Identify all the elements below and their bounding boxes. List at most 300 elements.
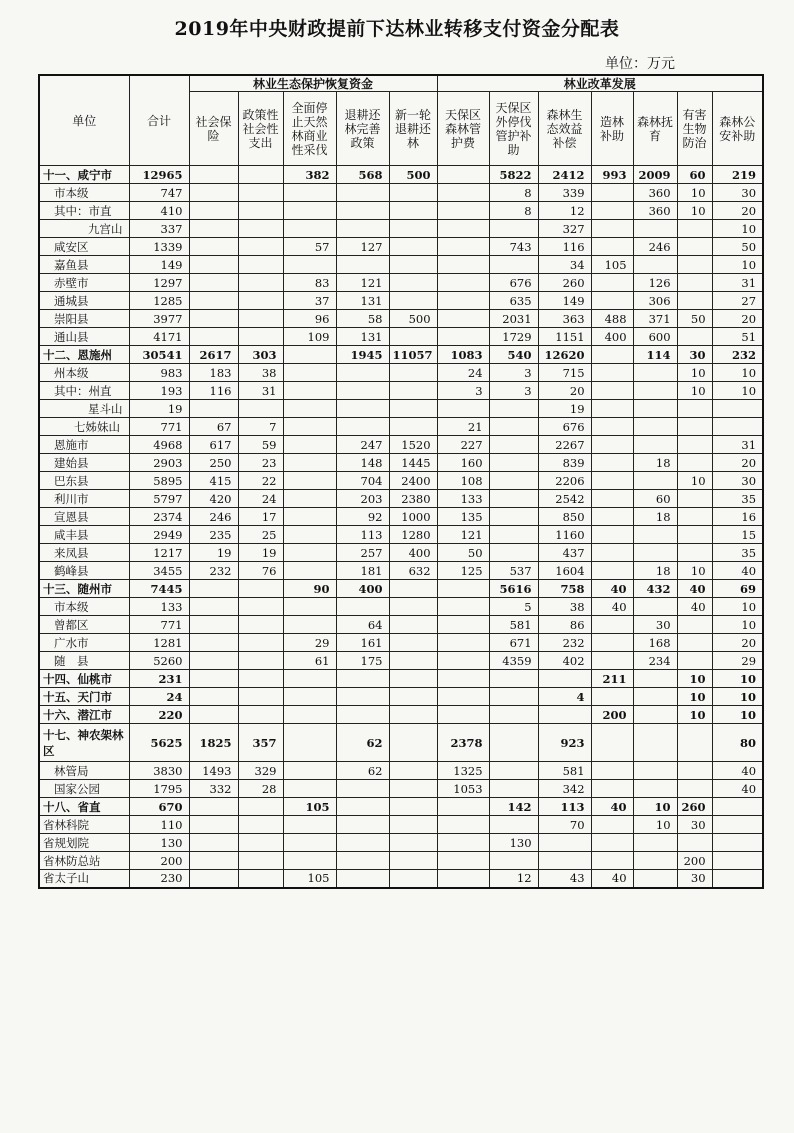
row-total-cell: 133 bbox=[129, 598, 189, 616]
table-cell bbox=[591, 724, 633, 762]
table-cell bbox=[437, 202, 489, 220]
table-cell bbox=[336, 364, 389, 382]
table-cell: 235 bbox=[189, 526, 238, 544]
table-cell: 246 bbox=[189, 508, 238, 526]
row-unit-name: 其中：州直 bbox=[39, 382, 129, 400]
table-cell: 18 bbox=[633, 562, 677, 580]
table-row-region bbox=[39, 706, 763, 724]
table-cell: 130 bbox=[489, 834, 538, 852]
row-unit-name: 十六、潜江市 bbox=[39, 706, 129, 724]
table-row bbox=[39, 454, 763, 472]
table-cell bbox=[437, 670, 489, 688]
table-header bbox=[39, 75, 763, 166]
table-cell: 21 bbox=[437, 418, 489, 436]
table-cell bbox=[489, 436, 538, 454]
row-total-cell: 4171 bbox=[129, 328, 189, 346]
table-cell bbox=[437, 310, 489, 328]
table-row bbox=[39, 220, 763, 238]
row-unit-name: 市本级 bbox=[39, 598, 129, 616]
table-cell: 415 bbox=[189, 472, 238, 490]
row-total-cell: 149 bbox=[129, 256, 189, 274]
table-cell bbox=[633, 780, 677, 798]
row-unit-name: 国家公园 bbox=[39, 780, 129, 798]
table-cell bbox=[238, 328, 283, 346]
table-cell: 5 bbox=[489, 598, 538, 616]
table-cell: 1945 bbox=[336, 346, 389, 364]
table-cell bbox=[238, 670, 283, 688]
table-cell: 1825 bbox=[189, 724, 238, 762]
table-row bbox=[39, 634, 763, 652]
table-cell bbox=[633, 256, 677, 274]
table-cell bbox=[189, 274, 238, 292]
table-cell: 327 bbox=[538, 220, 591, 238]
table-cell bbox=[633, 382, 677, 400]
table-cell: 12 bbox=[489, 870, 538, 888]
table-cell bbox=[238, 256, 283, 274]
table-cell bbox=[538, 706, 591, 724]
table-cell bbox=[389, 724, 437, 762]
table-cell: 114 bbox=[633, 346, 677, 364]
table-cell bbox=[633, 762, 677, 780]
table-cell: 57 bbox=[283, 238, 336, 256]
table-cell bbox=[591, 762, 633, 780]
table-cell bbox=[677, 616, 712, 634]
table-cell: 1604 bbox=[538, 562, 591, 580]
table-cell: 20 bbox=[712, 202, 763, 220]
table-cell bbox=[389, 202, 437, 220]
table-row bbox=[39, 382, 763, 400]
table-cell: 20 bbox=[712, 310, 763, 328]
table-cell bbox=[489, 706, 538, 724]
table-cell bbox=[389, 328, 437, 346]
table-cell bbox=[591, 816, 633, 834]
table-cell bbox=[437, 852, 489, 870]
table-cell bbox=[677, 526, 712, 544]
table-cell: 43 bbox=[538, 870, 591, 888]
table-cell bbox=[189, 166, 238, 184]
row-unit-name: 市本级 bbox=[39, 184, 129, 202]
table-cell bbox=[591, 490, 633, 508]
table-cell: 10 bbox=[677, 670, 712, 688]
row-total-cell: 1217 bbox=[129, 544, 189, 562]
table-cell: 232 bbox=[189, 562, 238, 580]
table-cell: 743 bbox=[489, 238, 538, 256]
table-cell bbox=[336, 418, 389, 436]
table-cell: 113 bbox=[538, 798, 591, 816]
row-total-cell: 410 bbox=[129, 202, 189, 220]
table-row bbox=[39, 762, 763, 780]
table-cell bbox=[489, 220, 538, 238]
table-cell: 342 bbox=[538, 780, 591, 798]
table-cell: 332 bbox=[189, 780, 238, 798]
table-cell: 8 bbox=[489, 184, 538, 202]
table-cell bbox=[389, 688, 437, 706]
table-cell: 131 bbox=[336, 292, 389, 310]
table-cell bbox=[238, 202, 283, 220]
table-cell: 90 bbox=[283, 580, 336, 598]
table-cell bbox=[591, 454, 633, 472]
table-cell bbox=[389, 580, 437, 598]
table-cell bbox=[389, 184, 437, 202]
table-cell bbox=[437, 400, 489, 418]
table-cell: 29 bbox=[712, 652, 763, 670]
table-cell bbox=[189, 310, 238, 328]
row-unit-name: 鹤峰县 bbox=[39, 562, 129, 580]
table-row bbox=[39, 508, 763, 526]
table-cell: 40 bbox=[712, 780, 763, 798]
table-cell bbox=[591, 364, 633, 382]
table-cell: 632 bbox=[389, 562, 437, 580]
table-row-region bbox=[39, 724, 763, 762]
col-header-social-insurance: 社会保险 bbox=[189, 92, 238, 166]
table-cell bbox=[283, 418, 336, 436]
row-unit-name: 嘉鱼县 bbox=[39, 256, 129, 274]
table-cell bbox=[591, 652, 633, 670]
table-cell: 108 bbox=[437, 472, 489, 490]
table-cell bbox=[238, 652, 283, 670]
row-unit-name: 省规划院 bbox=[39, 834, 129, 852]
table-cell: 86 bbox=[538, 616, 591, 634]
row-total-cell: 24 bbox=[129, 688, 189, 706]
table-cell: 181 bbox=[336, 562, 389, 580]
row-total-cell: 3830 bbox=[129, 762, 189, 780]
table-cell bbox=[189, 852, 238, 870]
table-cell bbox=[489, 472, 538, 490]
table-cell bbox=[437, 292, 489, 310]
table-cell: 24 bbox=[238, 490, 283, 508]
table-cell bbox=[283, 706, 336, 724]
table-cell bbox=[591, 400, 633, 418]
table-cell bbox=[336, 852, 389, 870]
table-cell bbox=[677, 418, 712, 436]
table-cell: 40 bbox=[677, 598, 712, 616]
table-cell: 121 bbox=[437, 526, 489, 544]
table-cell: 30 bbox=[677, 816, 712, 834]
table-cell bbox=[336, 220, 389, 238]
table-cell bbox=[712, 418, 763, 436]
table-row bbox=[39, 400, 763, 418]
table-cell bbox=[336, 706, 389, 724]
table-cell bbox=[389, 238, 437, 256]
table-cell bbox=[238, 598, 283, 616]
table-cell bbox=[677, 274, 712, 292]
table-cell bbox=[283, 780, 336, 798]
table-cell bbox=[283, 834, 336, 852]
table-cell bbox=[283, 220, 336, 238]
table-cell: 105 bbox=[283, 798, 336, 816]
table-cell: 1445 bbox=[389, 454, 437, 472]
table-cell: 4359 bbox=[489, 652, 538, 670]
row-total-cell: 5625 bbox=[129, 724, 189, 762]
table-cell bbox=[389, 706, 437, 724]
table-cell bbox=[437, 274, 489, 292]
table-cell bbox=[389, 798, 437, 816]
table-cell bbox=[437, 238, 489, 256]
table-cell bbox=[283, 562, 336, 580]
table-cell: 1520 bbox=[389, 436, 437, 454]
table-cell bbox=[489, 852, 538, 870]
table-cell bbox=[283, 490, 336, 508]
table-cell: 2542 bbox=[538, 490, 591, 508]
row-total-cell: 1339 bbox=[129, 238, 189, 256]
table-cell: 50 bbox=[677, 310, 712, 328]
table-cell bbox=[389, 634, 437, 652]
table-cell bbox=[389, 780, 437, 798]
table-cell: 247 bbox=[336, 436, 389, 454]
table-cell: 64 bbox=[336, 616, 389, 634]
table-cell bbox=[389, 652, 437, 670]
table-cell: 69 bbox=[712, 580, 763, 598]
table-cell: 18 bbox=[633, 508, 677, 526]
table-cell bbox=[633, 870, 677, 888]
table-cell: 125 bbox=[437, 562, 489, 580]
table-cell bbox=[336, 184, 389, 202]
table-cell: 993 bbox=[591, 166, 633, 184]
table-cell bbox=[677, 220, 712, 238]
table-cell bbox=[389, 834, 437, 852]
row-unit-name: 十五、天门市 bbox=[39, 688, 129, 706]
table-cell bbox=[677, 400, 712, 418]
table-cell: 22 bbox=[238, 472, 283, 490]
table-cell: 2412 bbox=[538, 166, 591, 184]
table-row bbox=[39, 292, 763, 310]
row-total-cell: 110 bbox=[129, 816, 189, 834]
table-cell bbox=[389, 762, 437, 780]
row-total-cell: 4968 bbox=[129, 436, 189, 454]
table-cell bbox=[238, 834, 283, 852]
row-unit-name: 其中：市直 bbox=[39, 202, 129, 220]
table-cell bbox=[489, 418, 538, 436]
table-cell bbox=[189, 202, 238, 220]
table-cell bbox=[189, 798, 238, 816]
table-cell: 40 bbox=[591, 580, 633, 598]
table-row-region bbox=[39, 346, 763, 364]
table-cell: 12620 bbox=[538, 346, 591, 364]
col-header-logging-stop: 全面停止天然林商业性采伐 bbox=[283, 92, 336, 166]
table-cell: 676 bbox=[489, 274, 538, 292]
table-cell bbox=[633, 400, 677, 418]
table-cell: 61 bbox=[283, 652, 336, 670]
table-cell: 234 bbox=[633, 652, 677, 670]
table-row-region bbox=[39, 670, 763, 688]
table-cell: 31 bbox=[238, 382, 283, 400]
table-cell bbox=[591, 202, 633, 220]
table-cell bbox=[677, 436, 712, 454]
table-cell: 19 bbox=[189, 544, 238, 562]
table-cell bbox=[633, 472, 677, 490]
table-cell: 30 bbox=[633, 616, 677, 634]
table-cell bbox=[189, 400, 238, 418]
table-cell bbox=[189, 292, 238, 310]
table-cell: 18 bbox=[633, 454, 677, 472]
table-cell: 537 bbox=[489, 562, 538, 580]
table-cell bbox=[283, 382, 336, 400]
table-cell: 488 bbox=[591, 310, 633, 328]
table-cell: 10 bbox=[677, 472, 712, 490]
row-unit-name: 曾都区 bbox=[39, 616, 129, 634]
table-cell bbox=[633, 834, 677, 852]
table-cell bbox=[677, 490, 712, 508]
table-cell bbox=[591, 688, 633, 706]
table-cell bbox=[437, 798, 489, 816]
row-unit-name: 咸丰县 bbox=[39, 526, 129, 544]
table-cell bbox=[591, 562, 633, 580]
table-cell: 1160 bbox=[538, 526, 591, 544]
table-cell bbox=[437, 256, 489, 274]
row-unit-name: 十四、仙桃市 bbox=[39, 670, 129, 688]
table-cell: 2378 bbox=[437, 724, 489, 762]
table-cell: 2267 bbox=[538, 436, 591, 454]
row-unit-name: 十二、恩施州 bbox=[39, 346, 129, 364]
row-total-cell: 1281 bbox=[129, 634, 189, 652]
table-cell: 246 bbox=[633, 238, 677, 256]
table-cell: 27 bbox=[712, 292, 763, 310]
table-cell bbox=[437, 834, 489, 852]
table-cell: 260 bbox=[538, 274, 591, 292]
table-cell bbox=[283, 508, 336, 526]
table-cell: 2400 bbox=[389, 472, 437, 490]
table-row bbox=[39, 652, 763, 670]
table-cell bbox=[677, 652, 712, 670]
table-cell bbox=[489, 490, 538, 508]
table-cell bbox=[437, 328, 489, 346]
table-cell: 40 bbox=[591, 870, 633, 888]
table-cell bbox=[389, 364, 437, 382]
table-cell: 260 bbox=[677, 798, 712, 816]
table-row bbox=[39, 616, 763, 634]
table-cell: 30 bbox=[677, 870, 712, 888]
table-cell bbox=[336, 834, 389, 852]
table-cell: 38 bbox=[538, 598, 591, 616]
table-cell: 10 bbox=[712, 616, 763, 634]
row-unit-name: 七姊妹山 bbox=[39, 418, 129, 436]
row-total-cell: 5797 bbox=[129, 490, 189, 508]
row-unit-name: 赤壁市 bbox=[39, 274, 129, 292]
table-cell bbox=[283, 526, 336, 544]
table-cell bbox=[489, 256, 538, 274]
row-unit-name: 巴东县 bbox=[39, 472, 129, 490]
table-row-region bbox=[39, 798, 763, 816]
table-cell: 20 bbox=[712, 454, 763, 472]
table-cell: 1493 bbox=[189, 762, 238, 780]
col-header-total: 合计 bbox=[129, 75, 189, 166]
table-cell: 400 bbox=[591, 328, 633, 346]
table-cell bbox=[283, 598, 336, 616]
table-cell: 1151 bbox=[538, 328, 591, 346]
table-cell bbox=[389, 256, 437, 274]
table-cell: 5822 bbox=[489, 166, 538, 184]
table-cell: 25 bbox=[238, 526, 283, 544]
table-cell: 20 bbox=[712, 634, 763, 652]
table-cell bbox=[189, 220, 238, 238]
table-cell: 58 bbox=[336, 310, 389, 328]
table-cell: 60 bbox=[633, 490, 677, 508]
table-row bbox=[39, 364, 763, 382]
table-cell bbox=[389, 382, 437, 400]
row-unit-name: 省林科院 bbox=[39, 816, 129, 834]
table-cell: 19 bbox=[538, 400, 591, 418]
table-cell bbox=[591, 616, 633, 634]
col-header-eco-compensation: 森林生态效益补偿 bbox=[538, 92, 591, 166]
table-cell: 31 bbox=[712, 436, 763, 454]
table-cell: 35 bbox=[712, 544, 763, 562]
table-cell bbox=[437, 220, 489, 238]
table-cell: 10 bbox=[712, 688, 763, 706]
row-unit-name: 通城县 bbox=[39, 292, 129, 310]
table-cell bbox=[437, 634, 489, 652]
table-cell bbox=[489, 688, 538, 706]
table-cell bbox=[677, 508, 712, 526]
table-row bbox=[39, 816, 763, 834]
table-cell bbox=[677, 834, 712, 852]
table-cell bbox=[677, 762, 712, 780]
table-row bbox=[39, 562, 763, 580]
table-cell bbox=[633, 598, 677, 616]
table-cell: 329 bbox=[238, 762, 283, 780]
row-unit-name: 十七、神农架林区 bbox=[39, 724, 129, 762]
table-cell bbox=[189, 238, 238, 256]
row-total-cell: 1285 bbox=[129, 292, 189, 310]
table-cell bbox=[238, 634, 283, 652]
table-cell: 60 bbox=[677, 166, 712, 184]
table-cell: 83 bbox=[283, 274, 336, 292]
row-total-cell: 1297 bbox=[129, 274, 189, 292]
table-cell bbox=[336, 382, 389, 400]
table-cell: 3 bbox=[489, 364, 538, 382]
row-unit-name: 咸安区 bbox=[39, 238, 129, 256]
table-cell: 12 bbox=[538, 202, 591, 220]
table-cell bbox=[238, 220, 283, 238]
row-total-cell: 230 bbox=[129, 870, 189, 888]
table-cell: 29 bbox=[283, 634, 336, 652]
table-row bbox=[39, 184, 763, 202]
table-row bbox=[39, 780, 763, 798]
table-cell: 40 bbox=[712, 562, 763, 580]
table-cell: 149 bbox=[538, 292, 591, 310]
table-cell bbox=[633, 724, 677, 762]
row-unit-name: 星斗山 bbox=[39, 400, 129, 418]
table-cell: 105 bbox=[591, 256, 633, 274]
table-cell: 3 bbox=[437, 382, 489, 400]
table-cell: 360 bbox=[633, 184, 677, 202]
table-cell bbox=[538, 852, 591, 870]
table-cell: 850 bbox=[538, 508, 591, 526]
col-header-police-subsidy: 森林公安补助 bbox=[712, 92, 763, 166]
table-cell bbox=[437, 688, 489, 706]
table-cell bbox=[283, 202, 336, 220]
table-cell bbox=[437, 598, 489, 616]
allocation-table bbox=[38, 74, 764, 889]
table-cell: 148 bbox=[336, 454, 389, 472]
row-unit-name: 十三、随州市 bbox=[39, 580, 129, 598]
table-cell: 59 bbox=[238, 436, 283, 454]
table-cell bbox=[677, 780, 712, 798]
table-cell bbox=[283, 724, 336, 762]
table-cell bbox=[591, 780, 633, 798]
table-cell bbox=[336, 598, 389, 616]
table-cell: 135 bbox=[437, 508, 489, 526]
table-cell: 3 bbox=[489, 382, 538, 400]
row-total-cell: 2374 bbox=[129, 508, 189, 526]
row-total-cell: 19 bbox=[129, 400, 189, 418]
row-total-cell: 983 bbox=[129, 364, 189, 382]
row-total-cell: 200 bbox=[129, 852, 189, 870]
table-cell bbox=[336, 798, 389, 816]
table-cell: 92 bbox=[336, 508, 389, 526]
table-cell bbox=[538, 670, 591, 688]
table-cell bbox=[238, 852, 283, 870]
table-cell: 382 bbox=[283, 166, 336, 184]
